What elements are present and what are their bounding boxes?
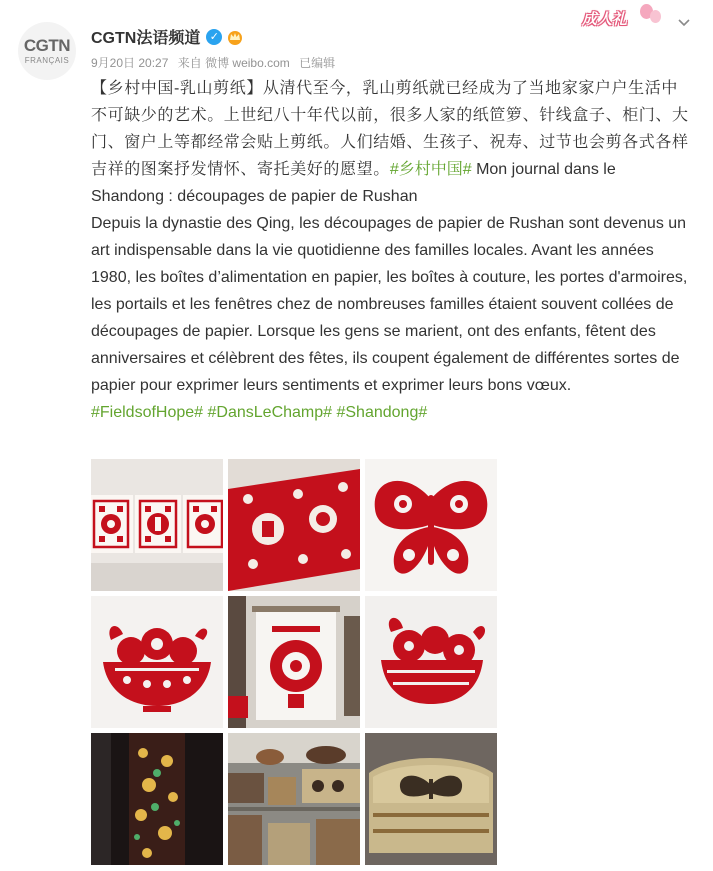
- post-text: [91, 75, 693, 210]
- papercut-fruit-bowl-image[interactable]: [91, 596, 223, 728]
- avatar-logo-text: CGTN: [23, 35, 71, 55]
- post-title-fr: Mon journal dans le Shandong : découpages de papier de Rushan: [91, 161, 616, 205]
- chevron-down-icon[interactable]: [676, 14, 692, 30]
- promo-banner[interactable]: [578, 2, 668, 36]
- verified-badge-icon[interactable]: ✓: [206, 29, 222, 45]
- post-text-fr: Depuis la dynastie des Qing, les découpages de papier de Rushan sont devenus un art indispensable dans la vie quotidienne des familles locales. Avant les années 1980, les boîtes d’alimentation en papier, les boîtes à couture, les portes d'armoires, les portails et les fenêtres chez de nombreuses familles étaient souvent collées de découpages de papier. Lorsque les gens se marient, ont des enfants, fêtent des anniversaires et célèbrent des fêtes, ils coupent également de différentes sortes de papier pour exprimer leurs sentiments et exprimer leurs bons vœux.: [91, 215, 688, 394]
- post-meta: [91, 54, 341, 71]
- lantern-image[interactable]: [91, 733, 223, 865]
- post-date-link[interactable]: 9月20日 20:27: [91, 56, 169, 70]
- papercut-closeup-image[interactable]: [228, 459, 360, 591]
- username-link[interactable]: CGTN法语频道: [91, 30, 201, 47]
- framed-papercut-image[interactable]: [228, 596, 360, 728]
- post-text-zh: 【乡村中国-乳山剪纸】从清代至今，乳山剪纸就已经成为了当地家家户户生活中不可缺少的艺术。上世纪八十年代以前，很多人家的纸笸箩、针线盒子、柜门、大门、窗户上等都经常会贴上剪纸。人们结婚、生孩子、祝寿、过节也会剪各式各样吉祥的图案抒发情怀、寄托美好的愿望。: [91, 80, 689, 178]
- butterfly-box-image[interactable]: [365, 733, 497, 865]
- post-hashtags[interactable]: #FieldsofHope# #DansLeChamp# #Shandong#: [91, 404, 428, 421]
- post-source: 来自 微博 weibo.com: [177, 56, 290, 70]
- balloon-icon: [650, 10, 661, 23]
- papercut-vase-image[interactable]: [365, 596, 497, 728]
- edited-label[interactable]: 已编辑: [299, 56, 336, 70]
- avatar[interactable]: [18, 22, 76, 80]
- decorated-boxes-image[interactable]: [228, 733, 360, 865]
- post-content: [91, 75, 693, 426]
- avatar-logo-subtext: FRANÇAIS: [24, 55, 70, 65]
- hashtag-rural-china[interactable]: #乡村中国#: [389, 161, 472, 178]
- image-grid: [91, 459, 497, 865]
- promo-label: 成人礼: [582, 11, 628, 28]
- papercut-panels-image[interactable]: [91, 459, 223, 591]
- papercut-butterfly-image[interactable]: [365, 459, 497, 591]
- crown-icon[interactable]: [226, 29, 244, 45]
- user-name-row: [91, 25, 244, 48]
